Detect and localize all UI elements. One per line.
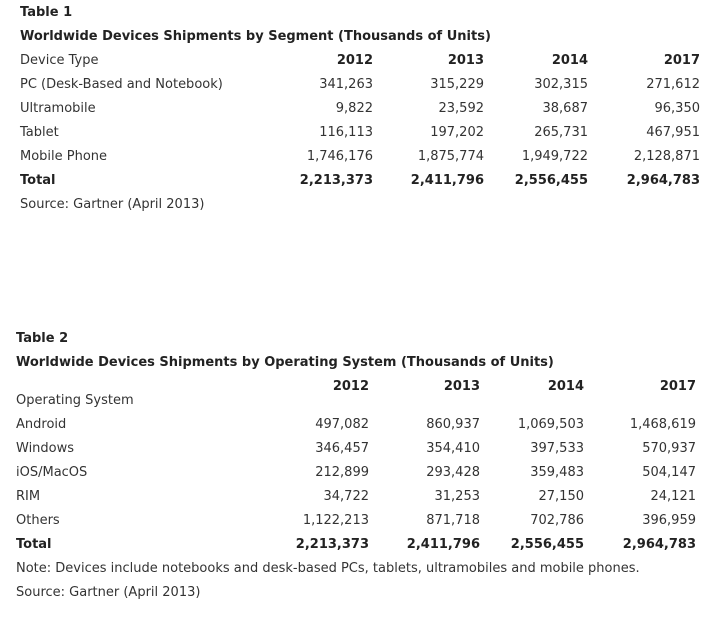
- table-2-cell: 1,122,213: [302, 513, 369, 528]
- table-1-row-label: Tablet: [20, 125, 59, 140]
- table-2-row-label: Android: [16, 417, 67, 432]
- table-2-cell: 702,786: [530, 513, 584, 528]
- table-1-cell: 96,350: [654, 101, 700, 116]
- table-1-cell: 1,875,774: [417, 149, 484, 164]
- table-1-header-label: Device Type: [20, 53, 99, 68]
- table-2-cell: 212,899: [315, 465, 369, 480]
- table-2-cell: 346,457: [315, 441, 369, 456]
- table-2-total-cell: 2,411,796: [406, 537, 480, 552]
- table-1-year-header: 2012: [336, 53, 373, 68]
- table-2-cell: 27,150: [538, 489, 584, 504]
- table-1-cell: 9,822: [335, 101, 373, 116]
- table-1-row-label: Mobile Phone: [20, 149, 108, 164]
- table-1-total-cell: 2,556,455: [514, 173, 588, 188]
- table-2-cell: 396,959: [642, 513, 696, 528]
- table-1-cell: 302,315: [534, 77, 588, 92]
- table-2-cell: 570,937: [642, 441, 696, 456]
- table-2-cell: 871,718: [426, 513, 480, 528]
- table-1-source: Source: Gartner (April 2013): [20, 197, 205, 212]
- table-2-total-label: Total: [16, 537, 52, 552]
- table-2-cell: 24,121: [650, 489, 696, 504]
- table-1-cell: 1,746,176: [306, 149, 373, 164]
- table-1-year-header: 2014: [551, 53, 588, 68]
- table-2-cell: 293,428: [426, 465, 480, 480]
- table-2-source: Source: Gartner (April 2013): [16, 585, 201, 600]
- table-2-cell: 1,468,619: [629, 417, 696, 432]
- table-2-cell: 354,410: [426, 441, 480, 456]
- table-1-cell: 197,202: [430, 125, 484, 140]
- table-2-row-label: RIM: [16, 489, 41, 504]
- table-2-cell: 1,069,503: [517, 417, 584, 432]
- table-2-cell: 397,533: [530, 441, 584, 456]
- table-1-total-cell: 2,411,796: [410, 173, 484, 188]
- table-2-cell: 504,147: [642, 465, 696, 480]
- table-2-year-header: 2012: [332, 379, 369, 394]
- table-2-total-cell: 2,213,373: [295, 537, 369, 552]
- table-2-cell: 34,722: [323, 489, 369, 504]
- table-2-row-label: Others: [16, 513, 60, 528]
- table-2-cell: 860,937: [426, 417, 480, 432]
- table-2-year-header: 2013: [443, 379, 480, 394]
- table-2-title: Worldwide Devices Shipments by Operating System (Thousands of Units): [16, 355, 554, 370]
- table-2-row-label: Windows: [16, 441, 75, 456]
- table-2-header-label: Operating System: [16, 393, 134, 408]
- table-1-cell: 1,949,722: [521, 149, 588, 164]
- table-1-cell: 265,731: [534, 125, 588, 140]
- table-2-cell: 497,082: [315, 417, 369, 432]
- table-2-year-header: 2017: [659, 379, 696, 394]
- table-1-cell: 341,263: [319, 77, 373, 92]
- table-2-total-cell: 2,556,455: [510, 537, 584, 552]
- table-1-cell: 38,687: [542, 101, 588, 116]
- table-1-year-header: 2013: [447, 53, 484, 68]
- table-1-cell: 2,128,871: [633, 149, 700, 164]
- table-1-row-label: Ultramobile: [20, 101, 96, 116]
- table-1-cell: 116,113: [319, 125, 373, 140]
- table-1-row-label: PC (Desk-Based and Notebook): [20, 77, 223, 92]
- table-2-cell: 359,483: [530, 465, 584, 480]
- table-1-total-label: Total: [20, 173, 56, 188]
- table-2-row-label: iOS/MacOS: [16, 465, 88, 480]
- table-2-total-cell: 2,964,783: [622, 537, 696, 552]
- table-1-cell: 271,612: [646, 77, 700, 92]
- table-1-cell: 315,229: [430, 77, 484, 92]
- table-1-total-cell: 2,213,373: [299, 173, 373, 188]
- table-1-caption: Table 1: [20, 5, 73, 20]
- table-1-cell: 467,951: [646, 125, 700, 140]
- table-1-cell: 23,592: [438, 101, 484, 116]
- table-2-caption: Table 2: [16, 331, 69, 346]
- table-1-total-cell: 2,964,783: [626, 173, 700, 188]
- table-1-year-header: 2017: [663, 53, 700, 68]
- table-2-cell: 31,253: [434, 489, 480, 504]
- table-1-title: Worldwide Devices Shipments by Segment (Thousands of Units): [20, 29, 491, 44]
- table-2-note: Note: Devices include notebooks and desk-based PCs, tablets, ultramobiles and mobile phones.: [16, 561, 640, 576]
- table-2-year-header: 2014: [547, 379, 584, 394]
